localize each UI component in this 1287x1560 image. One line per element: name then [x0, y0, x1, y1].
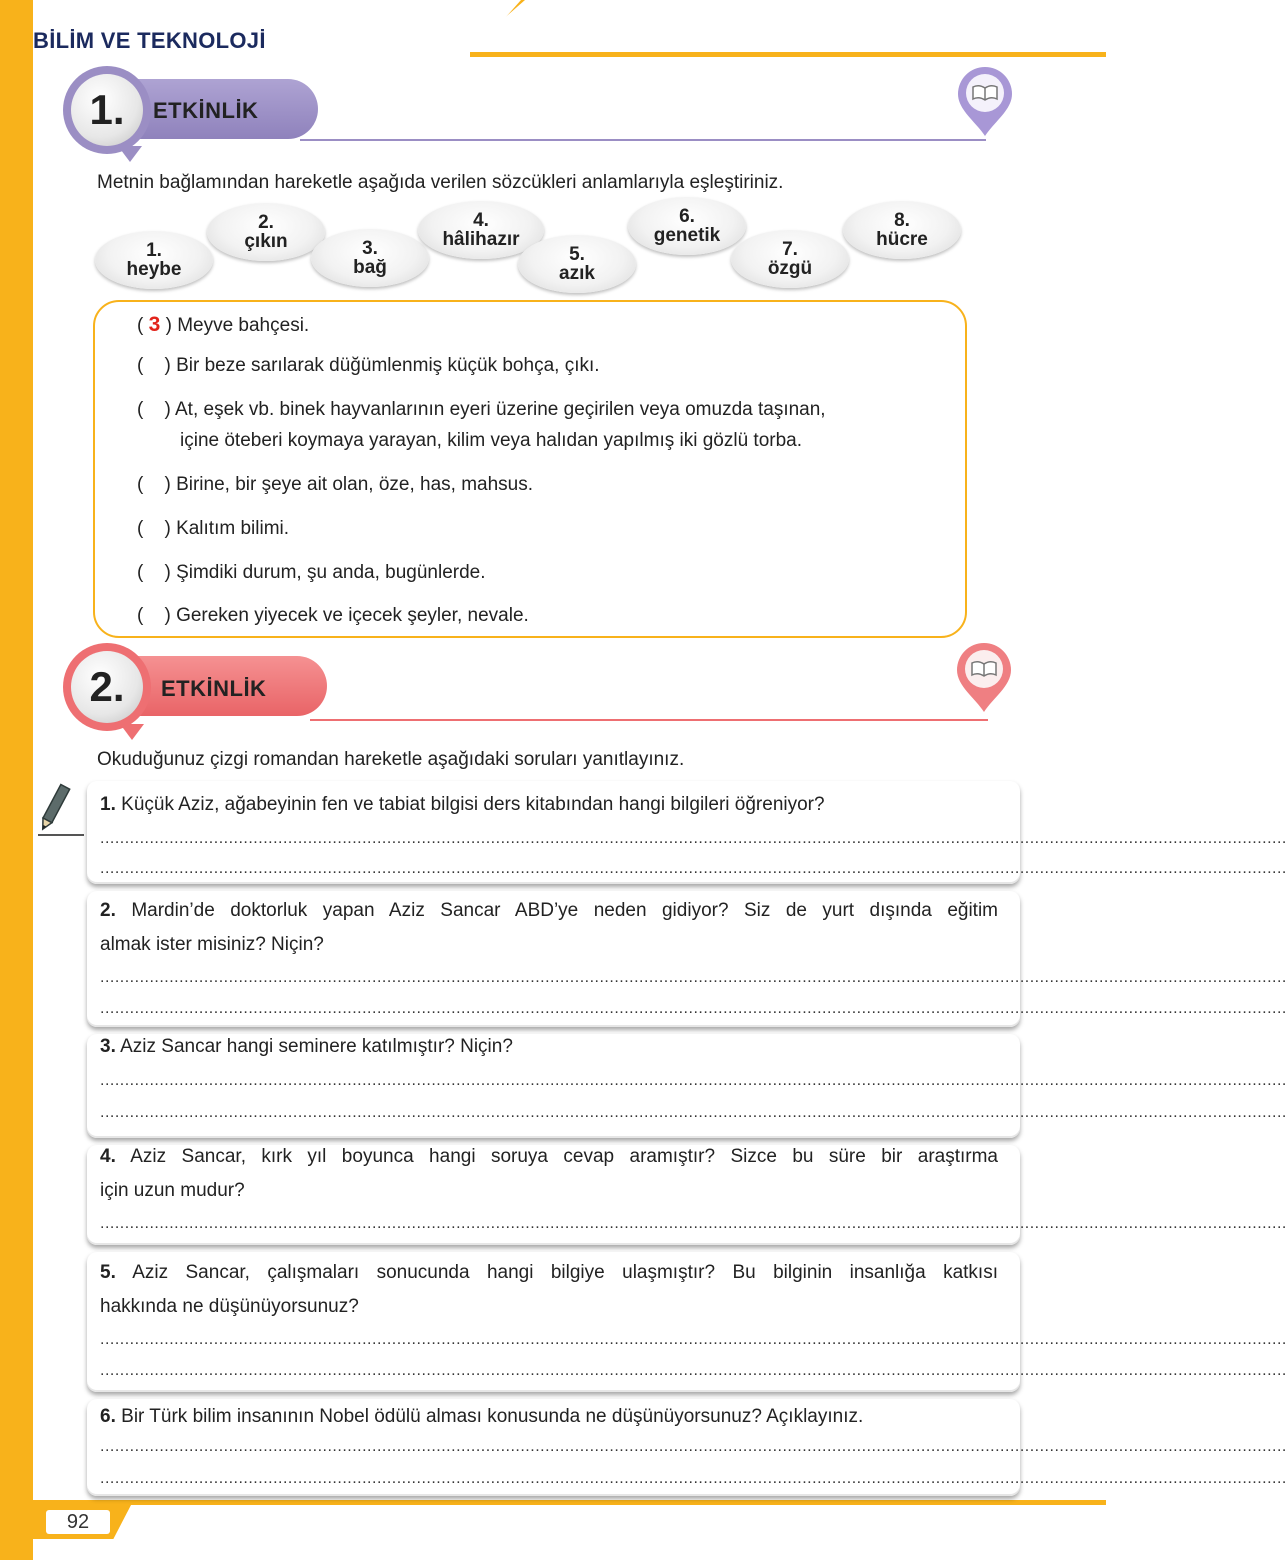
activity2-rule [310, 719, 988, 721]
header-rule [470, 52, 1106, 57]
book-pin-icon [956, 66, 1014, 138]
question-num: 4. [100, 1146, 116, 1167]
question-4-cont [100, 1180, 998, 1202]
word-num: 4. [473, 210, 489, 231]
question-6 [100, 1406, 998, 1428]
question-text: almak ister misiniz? Niçin? [100, 934, 324, 955]
definition-text: At, eşek vb. binek hayvanlarının eyeri üzerine geçirilen veya omuzda taşınan, [175, 399, 826, 420]
word-num: 5. [569, 244, 585, 265]
definition-row-2: ( ) Bir beze sarılarak düğümlenmiş küçük bohça, çıkı. [137, 355, 600, 376]
answer-line[interactable]: ................................................................................................................................................................................................................................................ [100, 1104, 1287, 1121]
word-cloud-3 [311, 229, 429, 287]
question-5 [100, 1262, 998, 1284]
activity1-rule [300, 139, 986, 141]
answer-line[interactable]: ................................................................................................................................................................................................................................................ [100, 830, 1287, 847]
answer-line[interactable]: ................................................................................................................................................................................................................................................ [100, 969, 1287, 986]
answer-line[interactable]: ................................................................................................................................................................................................................................................ [100, 1438, 1287, 1455]
activity2-badge-tail [120, 724, 144, 740]
definition-text: Kalıtım bilimi. [176, 518, 290, 539]
word-num: 1. [146, 240, 162, 261]
question-num: 6. [100, 1406, 116, 1427]
answer-line[interactable]: ................................................................................................................................................................................................................................................ [100, 1000, 1287, 1017]
answer-line[interactable]: ................................................................................................................................................................................................................................................ [100, 1331, 1287, 1348]
word-cloud-1 [95, 231, 213, 289]
activity2-number-badge [63, 643, 151, 731]
question-text: Mardin’de doktorluk yapan Aziz Sancar ABD’ye neden gidiyor? Siz de yurt dışında eğitim [131, 900, 999, 921]
word-text: genetik [653, 225, 721, 246]
answer-line[interactable]: ................................................................................................................................................................................................................................................ [100, 1470, 1287, 1487]
question-3 [100, 1036, 998, 1058]
word-text: hâlihazır [442, 229, 520, 250]
question-num: 2. [100, 900, 116, 921]
activity2-number: 2. [71, 651, 143, 723]
activity1-instruction: Metnin bağlamından hareketle aşağıda verilen sözcükleri anlamlarıyla eşleştiriniz. [97, 172, 784, 193]
question-text: Aziz Sancar hangi seminere katılmıştır? Niçin? [120, 1036, 513, 1057]
book-pin-icon [955, 642, 1013, 714]
matching-box [93, 300, 967, 638]
question-text: Aziz Sancar, çalışmaları sonucunda hangi bilgiye ulaşmıştır? Bu bilginin insanlığa katkısı [132, 1262, 998, 1283]
word-num: 3. [362, 238, 378, 259]
definition-text: Şimdiki durum, şu anda, bugünlerde. [176, 562, 486, 583]
word-cloud-7 [731, 230, 849, 288]
left-margin-bar [0, 0, 33, 1560]
word-text: azık [559, 263, 595, 284]
definition-text: Gereken yiyecek ve içecek şeyler, nevale. [176, 605, 529, 626]
definition-row-4: ( ) Birine, bir şeye ait olan, öze, has, mahsus. [137, 474, 534, 495]
word-num: 2. [258, 212, 274, 233]
answer-line[interactable]: ................................................................................................................................................................................................................................................ [100, 860, 1287, 877]
pencil-icon [34, 778, 86, 840]
word-text: çıkın [244, 231, 288, 252]
word-cloud-6 [628, 197, 746, 255]
definition-text: Meyve bahçesi. [177, 315, 310, 336]
answer-line[interactable]: ................................................................................................................................................................................................................................................ [100, 1215, 1287, 1232]
definition-text: Bir beze sarılarak düğümlenmiş küçük bohça, çıkı. [176, 355, 600, 376]
question-text: Aziz Sancar, kırk yıl boyunca hangi soruya cevap aramıştır? Sizce bu süre bir araştırma [130, 1146, 998, 1167]
definition-row-5: ( ) Kalıtım bilimi. [137, 518, 290, 539]
question-2-cont [100, 934, 998, 956]
activity1-label: ETKİNLİK [153, 98, 259, 123]
definition-row-1: ( 3 ) Meyve bahçesi. [137, 313, 310, 336]
page-number: 92 [46, 1510, 110, 1534]
word-text: özgü [767, 258, 813, 279]
question-text: Bir Türk bilim insanının Nobel ödülü alması konusunda ne düşünüyorsunuz? Açıklayınız. [121, 1406, 864, 1427]
footer-rule [33, 1500, 1106, 1505]
word-text: heybe [126, 259, 182, 280]
activity1-number: 1. [71, 74, 143, 146]
definition-row-6: ( ) Şimdiki durum, şu anda, bugünlerde. [137, 562, 486, 583]
answer-line[interactable]: ................................................................................................................................................................................................................................................ [100, 1072, 1287, 1089]
question-4 [100, 1146, 998, 1168]
question-num: 1. [100, 794, 116, 815]
question-num: 3. [100, 1036, 116, 1057]
subject-title: BİLİM VE TEKNOLOJİ [33, 28, 266, 53]
answer-blank-1[interactable]: 3 [148, 313, 161, 336]
question-1 [100, 794, 998, 816]
activity1-badge-tail [118, 146, 142, 162]
word-text: bağ [353, 257, 387, 278]
answer-line[interactable]: ................................................................................................................................................................................................................................................ [100, 1362, 1287, 1379]
word-num: 6. [679, 206, 695, 227]
definition-row-3: ( ) At, eşek vb. binek hayvanlarının eyeri üzerine geçirilen veya omuzda taşınan, [137, 399, 826, 420]
word-cloud-2 [207, 203, 325, 261]
question-text: hakkında ne düşünüyorsunuz? [100, 1296, 359, 1317]
word-num: 8. [894, 210, 910, 231]
question-num: 5. [100, 1262, 116, 1283]
definition-row-3-cont [180, 430, 802, 452]
definition-row-7: ( ) Gereken yiyecek ve içecek şeyler, nevale. [137, 605, 529, 626]
word-num: 7. [782, 239, 798, 260]
definition-text: içine öteberi koymaya yarayan, kilim veya halıdan yapılmış iki gözlü torba. [180, 430, 803, 451]
definition-text: Birine, bir şeye ait olan, öze, has, mahsus. [176, 474, 534, 495]
activity2-label: ETKİNLİK [161, 676, 267, 701]
word-cloud-8 [843, 201, 961, 259]
question-text: için uzun mudur? [100, 1180, 245, 1201]
question-2 [100, 900, 998, 922]
activity1-number-badge [63, 66, 151, 154]
question-text: Küçük Aziz, ağabeyinin fen ve tabiat bilgisi ders kitabından hangi bilgileri öğreniyor? [121, 794, 825, 815]
word-text: hücre [876, 229, 928, 250]
activity2-instruction: Okuduğunuz çizgi romandan hareketle aşağıdaki soruları yanıtlayınız. [97, 749, 685, 770]
word-cloud-5 [518, 235, 636, 293]
question-5-cont [100, 1296, 998, 1318]
